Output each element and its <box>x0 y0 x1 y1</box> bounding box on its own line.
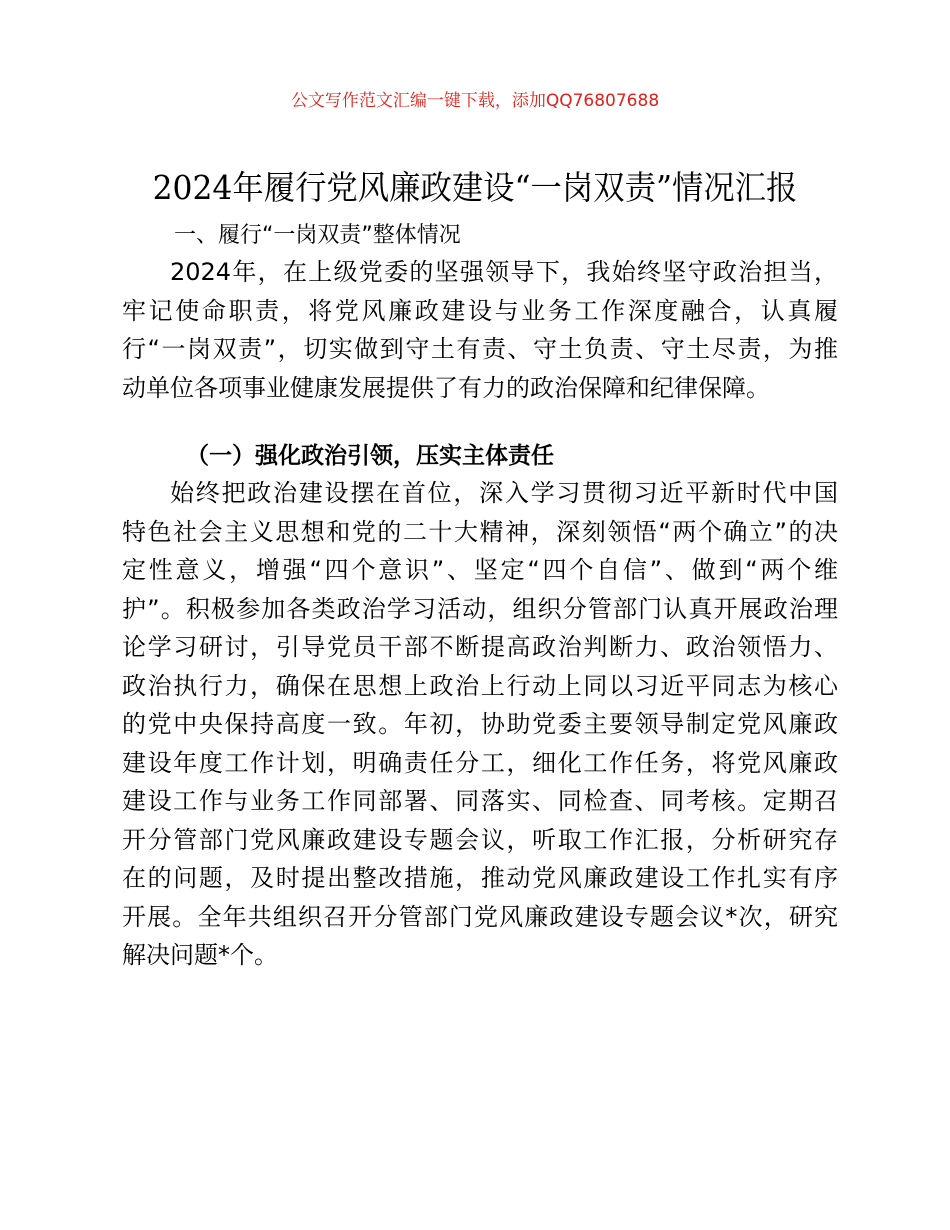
paragraph-line: 牢记使命职责，将党风廉政建设与业务工作深度融合，认真履 <box>122 296 838 325</box>
paragraph-line: 政治执行力，确保在思想上政治上行动上同以习近平同志为核心 <box>122 671 838 700</box>
paragraph-line: 开分管部门党风廉政建设专题会议，听取工作汇报，分析研究存 <box>122 825 838 854</box>
intro-paragraph <box>122 253 838 407</box>
subsection-1-paragraph <box>122 474 838 975</box>
paragraph-line: 护”。积极参加各类政治学习活动，组织分管部门认真开展政治理 <box>122 594 838 623</box>
paragraph-line: 建设工作与业务工作同部署、同落实、同检查、同考核。定期召 <box>122 787 838 815</box>
paragraph-line: 2024年，在上级党委的坚强领导下，我始终坚守政治担当， <box>170 258 838 286</box>
paragraph-line: 始终把政治建设摆在首位，深入学习贯彻习近平新时代中国 <box>170 479 838 507</box>
promo-banner[interactable]: 公文写作范文汇编一键下载，添加QQ76807688 <box>290 91 660 111</box>
paragraph-line: 建设年度工作计划，明确责任分工，细化工作任务，将党风廉政 <box>122 748 838 777</box>
subsection-1-heading: （一）强化政治引领，压实主体责任 <box>186 443 554 469</box>
paragraph-line: 在的问题，及时提出整改措施，推动党风廉政建设工作扎实有序 <box>122 864 838 892</box>
section-1-heading: 一、履行“一岗双责”整体情况 <box>174 223 461 248</box>
paragraph-line: 解决问题*个。 <box>122 941 278 969</box>
paragraph-line: 行“一岗双责”，切实做到守土有责、守土负责、守土尽责，为推 <box>122 335 838 363</box>
paragraph-line: 动单位各项事业健康发展提供了有力的政治保障和纪律保障。 <box>122 373 770 402</box>
document-title: 2024年履行党风廉政建设“一岗双责”情况汇报 <box>152 168 798 207</box>
paragraph-line: 的党中央保持高度一致。年初，协助党委主要领导制定党风廉政 <box>122 710 838 738</box>
paragraph-line: 定性意义，增强“四个意识”、坚定“四个自信”、做到“两个维 <box>122 556 838 584</box>
paragraph-line: 开展。全年共组织召开分管部门党风廉政建设专题会议*次，研究 <box>122 902 838 931</box>
paragraph-line: 特色社会主义思想和党的二十大精神，深刻领悟“两个确立”的决 <box>122 517 838 546</box>
paragraph-line: 论学习研讨，引导党员干部不断提高政治判断力、政治领悟力、 <box>122 633 838 661</box>
